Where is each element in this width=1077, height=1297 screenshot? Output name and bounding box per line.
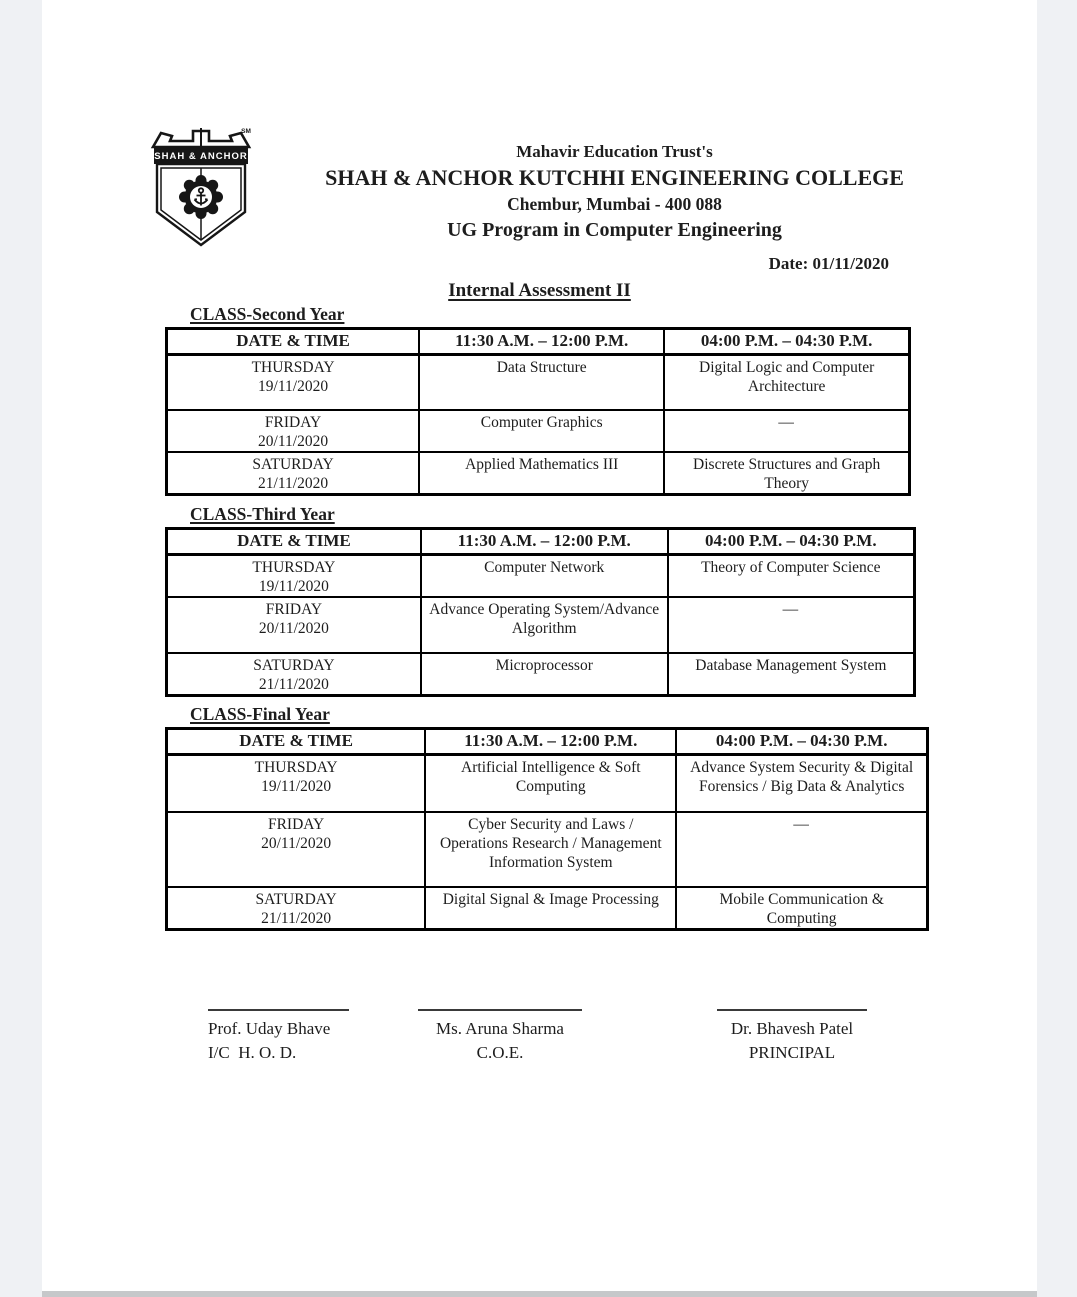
table-row	[167, 597, 915, 653]
subject-cell: Microprocessor	[421, 653, 668, 696]
day-name: FRIDAY	[264, 413, 322, 431]
day-cell	[167, 653, 421, 696]
day-date: 20/11/2020	[261, 834, 332, 852]
col-header-morning-slot: 11:30 A.M. – 12:00 P.M.	[419, 329, 664, 355]
class-label-final-year: CLASS-Final Year	[190, 704, 330, 724]
day-name: FRIDAY	[267, 815, 325, 833]
subject-cell: Digital Signal & Image Processing	[425, 887, 676, 930]
day-name: SATURDAY	[253, 657, 335, 674]
table-row	[167, 755, 928, 812]
table-row	[167, 555, 915, 598]
day-cell	[167, 410, 420, 452]
day-name: SATURDAY	[255, 890, 337, 908]
subject-cell: Artificial Intelligence & Soft Computing	[425, 755, 676, 812]
day-cell	[167, 812, 426, 887]
signatory-title: I/C H. O. D.	[208, 1043, 297, 1062]
signatory-title: C.O.E.	[476, 1043, 524, 1062]
day-date: 20/11/2020	[258, 432, 329, 450]
col-header-evening-slot: 04:00 P.M. – 04:30 P.M.	[664, 329, 909, 355]
day-date: 21/11/2020	[261, 909, 332, 927]
subject-cell: Computer Network	[421, 555, 668, 598]
timetable-third-year	[165, 527, 916, 697]
page-title: Internal Assessment II	[448, 280, 631, 301]
college-address: Chembur, Mumbai - 400 088	[507, 194, 722, 214]
day-date: 19/11/2020	[258, 378, 329, 395]
day-date: 20/11/2020	[258, 620, 329, 637]
day-date: 19/11/2020	[261, 778, 332, 795]
subject-cell: Theory of Computer Science	[668, 555, 915, 598]
class-label-second-year: CLASS-Second Year	[190, 304, 345, 324]
day-name: SATURDAY	[252, 455, 334, 473]
signatory-name: Dr. Bhavesh Patel	[730, 1019, 854, 1038]
table-row	[167, 452, 910, 495]
day-name: THURSDAY	[251, 359, 335, 376]
col-header-morning-slot: 11:30 A.M. – 12:00 P.M.	[421, 529, 668, 555]
timetable-second-year	[165, 327, 911, 496]
signatory-title: PRINCIPAL	[748, 1043, 836, 1062]
subject-cell: Data Structure	[419, 355, 664, 410]
signature-block-coe	[418, 1009, 582, 1065]
subject-cell: Applied Mathematics III	[419, 452, 664, 495]
college-name: SHAH & ANCHOR KUTCHHI ENGINEERING COLLEGE	[325, 165, 904, 190]
col-header-evening-slot: 04:00 P.M. – 04:30 P.M.	[668, 529, 915, 555]
table-row	[167, 355, 910, 410]
document-date: Date: 01/11/2020	[768, 254, 889, 273]
subject-cell: Computer Graphics	[419, 410, 664, 452]
signature-line	[717, 1009, 867, 1011]
table-row	[167, 887, 928, 930]
subject-cell: Advance System Security & Digital Forensics / Big Data & Analytics	[676, 755, 927, 812]
signature-line	[418, 1009, 582, 1011]
class-label-third-year: CLASS-Third Year	[190, 504, 335, 524]
day-cell	[167, 597, 421, 653]
day-cell	[167, 355, 420, 410]
col-header-date-time: DATE & TIME	[167, 329, 420, 355]
table-row	[167, 812, 928, 887]
signature-line	[208, 1009, 349, 1011]
day-name: FRIDAY	[265, 601, 323, 618]
subject-cell: Mobile Communication & Computing	[676, 887, 927, 930]
col-header-date-time: DATE & TIME	[167, 529, 421, 555]
day-cell	[167, 887, 426, 930]
letterhead	[192, 140, 1037, 244]
trust-name: Mahavir Education Trust's	[516, 142, 713, 161]
subject-cell: Database Management System	[668, 653, 915, 696]
table-row	[167, 653, 915, 696]
program-name: UG Program in Computer Engineering	[447, 219, 782, 241]
col-header-morning-slot: 11:30 A.M. – 12:00 P.M.	[425, 729, 676, 755]
timetable-final-year	[165, 727, 929, 931]
day-cell	[167, 755, 426, 812]
trademark-sm-text: SM	[241, 128, 251, 135]
col-header-evening-slot: 04:00 P.M. – 04:30 P.M.	[676, 729, 927, 755]
day-cell	[167, 555, 421, 598]
subject-cell: Digital Logic and Computer Architecture	[664, 355, 909, 410]
table-header-row	[167, 529, 915, 555]
empty-slot-dash: —	[676, 812, 927, 887]
day-name: THURSDAY	[254, 759, 338, 776]
table-row	[167, 410, 910, 452]
table-header-row	[167, 729, 928, 755]
table-header-row	[167, 329, 910, 355]
empty-slot-dash: —	[664, 410, 909, 452]
day-date: 19/11/2020	[258, 578, 329, 595]
page-bottom-shadow	[42, 1291, 1037, 1297]
subject-cell: Discrete Structures and Graph Theory	[664, 452, 909, 495]
signatory-name: Prof. Uday Bhave	[208, 1019, 331, 1038]
subject-cell: Advance Operating System/Advance Algorithm	[421, 597, 668, 653]
day-date: 21/11/2020	[258, 474, 329, 492]
day-cell	[167, 452, 420, 495]
empty-slot-dash: —	[668, 597, 915, 653]
signature-block-hod	[208, 1009, 349, 1065]
day-name: THURSDAY	[252, 559, 336, 576]
col-header-date-time: DATE & TIME	[167, 729, 426, 755]
signatory-name: Ms. Aruna Sharma	[436, 1019, 564, 1038]
day-date: 21/11/2020	[258, 676, 329, 693]
logo-banner-text: SHAH & ANCHOR	[154, 151, 248, 162]
subject-cell: Cyber Security and Laws / Operations Research / Management Information System	[425, 812, 676, 887]
signature-block-principal	[717, 1009, 867, 1065]
document-page	[42, 0, 1037, 1291]
